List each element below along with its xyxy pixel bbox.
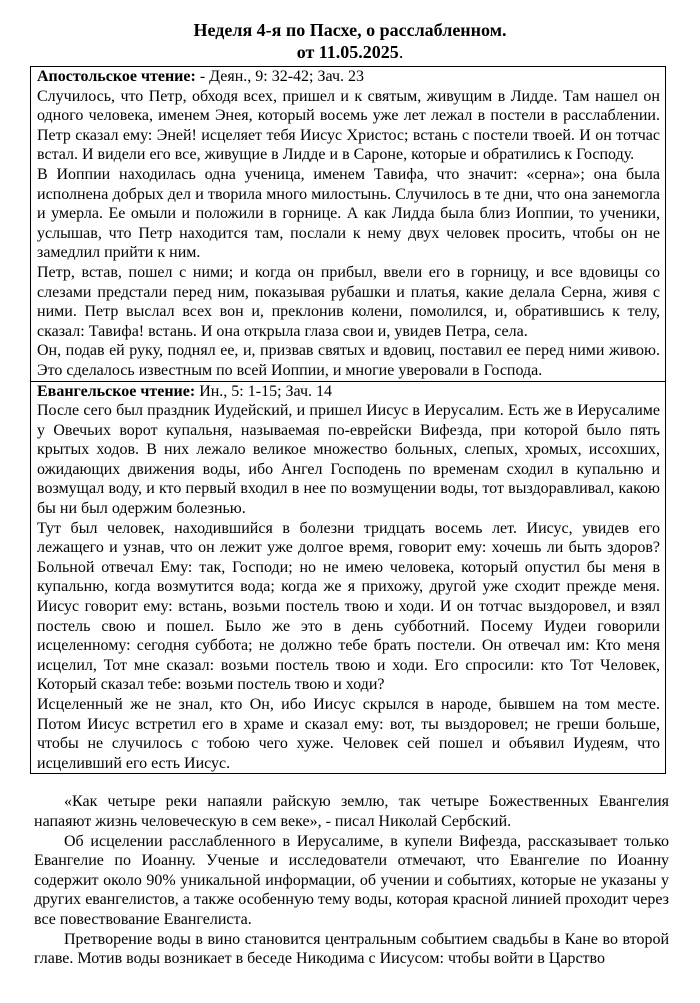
apostle-label: Апостольское чтение: [37, 68, 196, 85]
apostle-paragraph: В Иоппии находилась одна ученица, именем Тавифа, что значит: «серна»; она была исполнена добрых дел и творила много милостынь. Случилось в те дни, что она занемогла и умерла. Ее омыли и положили в горнице. А как Лидда была близ Иоппии, то ученики, услышав, что Петр находится там, послали к нему двух человек просить, чтобы он не замедлил прийти к ним. [37, 165, 660, 262]
gospel-paragraph: Тут был человек, находившийся в болезни тридцать восемь лет. Иисус, увидев его лежащего и узнав, что он лежит уже долгое время, говорит ему: хочешь ли быть здоров? Больной отвечал Ему: так, Господи; но не имею человека, который опустил бы меня в купальню, когда возмутится вода; когда же я прихожу, другой уже сходит прежде меня. Иисус говорит ему: встань, возьми постель твою и ходи. И он тотчас выздоровел, и взял постель свою и пошел. Было же это в день субботний. Посему Иудеи говорили исцеленному: сегодня суббота; не должно тебе брать постели. Он отвечал им: Кто меня исцелил, Тот мне сказал: возьми постель твою и ходи. Его спросили: кто Тот Человек, Который сказал тебе: возьми постель твою и ходи? [37, 519, 660, 694]
sermon-text [34, 792, 669, 968]
gospel-reference: Ин., 5: 1-15; Зач. 14 [195, 382, 333, 400]
essay-paragraph: Претворение воды в вино становится центральным событием свадьбы в Кане во второй главе. Мотив воды возникает в беседе Никодима с Иисусом: чтобы войти в Царство [34, 930, 669, 968]
apostle-heading [37, 67, 660, 87]
gospel-label: Евангельское чтение: [37, 382, 196, 400]
title-line-1: Неделя 4-я по Пасхе, о расслабленном. [193, 20, 507, 40]
essay-paragraph: «Как четыре реки напаяли райскую землю, так четыре Божественных Евангелия напаяют жизнь человеческую в сем веке», - писал Николай Сербский. [34, 793, 669, 830]
essay-paragraph: Об исцелении расслабленного в Иерусалиме, в купели Вифезда, рассказывает только Евангелие по Иоанну. Ученые и исследователи отмечают, что Евангелие по Иоанну содержит около 90% уникальной информации, об учении и событиях, которые не указаны у других евангелистов, а также особенную тему воды, которая красной линией проходит через все повествование Евангелиста. [34, 832, 669, 928]
readings-box [30, 66, 666, 774]
service-date: от 11.05.2025 [296, 42, 399, 62]
title-line-2 [0, 41, 700, 63]
apostle-reading [31, 67, 665, 381]
page-title [0, 19, 700, 63]
apostle-paragraph: Случилось, что Петр, обходя всех, пришел и к святым, живущим в Лидде. Там нашел он одного человека, именем Энея, который восемь уже лет лежал в постели в расслаблении. Петр сказал ему: Эней! исцеляет тебя Иисус Христос; встань с постели твоей. И он тотчас встал. И видели его все, живущие в Лидде и в Сароне, которые и обратились к Господу. [37, 87, 660, 164]
apostle-paragraph: Он, подав ей руку, поднял ее, и, призвав святых и вдовиц, поставил ее перед ними живою. Это сделалось известным по всей Иоппии, и многие уверовали в Господа. [37, 342, 660, 379]
gospel-heading [37, 382, 660, 402]
gospel-paragraph: После сего был праздник Иудейский, и пришел Иисус в Иерусалим. Есть же в Иерусалиме у Овечьих ворот купальня, называемая по-еврейски Вифезда, при которой было пять крытых ходов. В них лежало великое множество больных, слепых, хромых, иссохших, ожидающих движения воды, ибо Ангел Господень по временам сходил в купальню и возмущал воду, и кто первый входил в нее по возмущении воды, тот выздоравливал, какою бы ни был одержим болезнью. [37, 402, 660, 518]
apostle-paragraph: Петр, встав, пошел с ними; и когда он прибыл, ввели его в горницу, и все вдовицы со слезами предстали перед ним, показывая рубашки и платья, какие делала Серна, живя с ними. Петр выслал всех вон и, преклонив колени, помолился, и, обратившись к телу, сказал: Тавифа! встань. И она открыла глаза свои и, увидев Петра, села. [37, 263, 660, 340]
gospel-paragraph: Исцеленный же не знал, кто Он, ибо Иисус скрылся в народе, бывшем на том месте. Потом Иисус встретил его в храме и сказал ему: вот, ты выздоровел; не греши больше, чтобы не случилось с тобою чего хуже. Человек сей пошел и объявил Иудеям, что исцеливший его есть Иисус. [37, 696, 660, 772]
date-period: . [398, 42, 404, 62]
apostle-reference: - Деян., 9: 32-42; Зач. 23 [195, 68, 365, 85]
gospel-reading [31, 381, 665, 774]
